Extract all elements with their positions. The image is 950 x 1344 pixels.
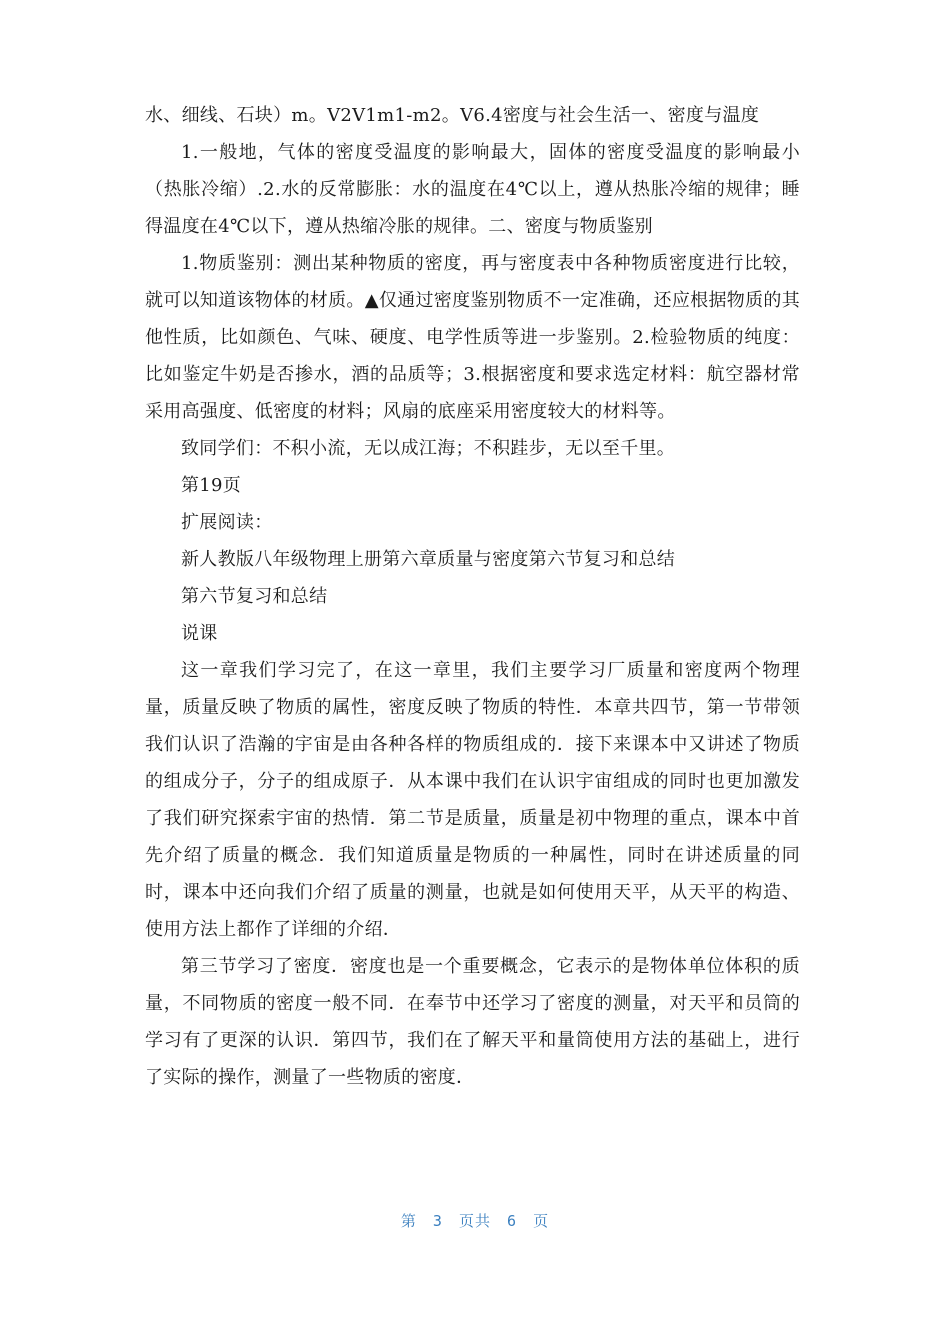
paragraph-chapter-summary: 这一章我们学习完了，在这一章里，我们主要学习厂质量和密度两个物理量，质量反映了物质的属性，密度反映了物质的特性．本章共四节，第一节带领我们认识了浩瀚的宇宙是由各种各样的物质组成的．接下来课本中又讲述了物质的组成分子，分子的组成原子．从本课中我们在认识宇宙组成的同时也更加激发了我们研究探索宇宙的热情．第二节是质量，质量是初中物理的重点，课本中首先介绍了质量的概念．我们知道质量是物质的一种属性，同时在讲述质量的同时，课本中还向我们介绍了质量的测量，也就是如何使用天平，从天平的构造、使用方法上都作了详细的介绍．	[145, 660, 800, 940]
paragraph-section-title: 第六节复习和总结	[181, 586, 328, 607]
paragraph-section-three-four: 第三节学习了密度．密度也是一个重要概念，它表示的是物体单位体积的质量，不同物质的密度一般不同．在奉节中还学习了密度的测量，对天平和员筒的学习有了更深的认识．第四节，我们在了解天平和量筒使用方法的基础上，进行了实际的操作，测量了一些物质的密度．	[145, 956, 800, 1088]
page-footer: 第 3 页共 6 页	[400, 1212, 550, 1230]
paragraph-continuation: 水、细线、石块）m。V2V1m1-m2。V6.4密度与社会生活一、密度与温度	[145, 105, 760, 126]
paragraph-density-temperature: 1.一般地，气体的密度受温度的影响最大，固体的密度受温度的影响最小（热胀冷缩）.2.水的反常膨胀：水的温度在4℃以上，遵从热胀冷缩的规律；睡得温度在4℃以下，遵从热缩冷胀的规律。二、密度与物质鉴别	[145, 142, 800, 237]
paragraph-motto: 致同学们：不积小流，无以成江海；不积跬步，无以至千里。	[181, 438, 676, 459]
paragraph-material-identification: 1.物质鉴别：测出某种物质的密度，再与密度表中各种物质密度进行比较，就可以知道该物体的材质。▲仅通过密度鉴别物质不一定准确，还应根据物质的其他性质，比如颜色、气味、硬度、电学性质等进一步鉴别。2.检验物质的纯度：比如鉴定牛奶是否掺水，酒的品质等；3.根据密度和要求选定材料：航空器材常采用高强度、低密度的材料；风扇的底座采用密度较大的材料等。	[145, 253, 800, 422]
document-body	[145, 97, 800, 1096]
paragraph-extended-reading: 扩展阅读：	[181, 512, 273, 533]
paragraph-page-ref: 第19页	[181, 475, 242, 496]
paragraph-lecture-label: 说课	[181, 623, 218, 644]
paragraph-article-title: 新人教版八年级物理上册第六章质量与密度第六节复习和总结	[181, 549, 676, 570]
